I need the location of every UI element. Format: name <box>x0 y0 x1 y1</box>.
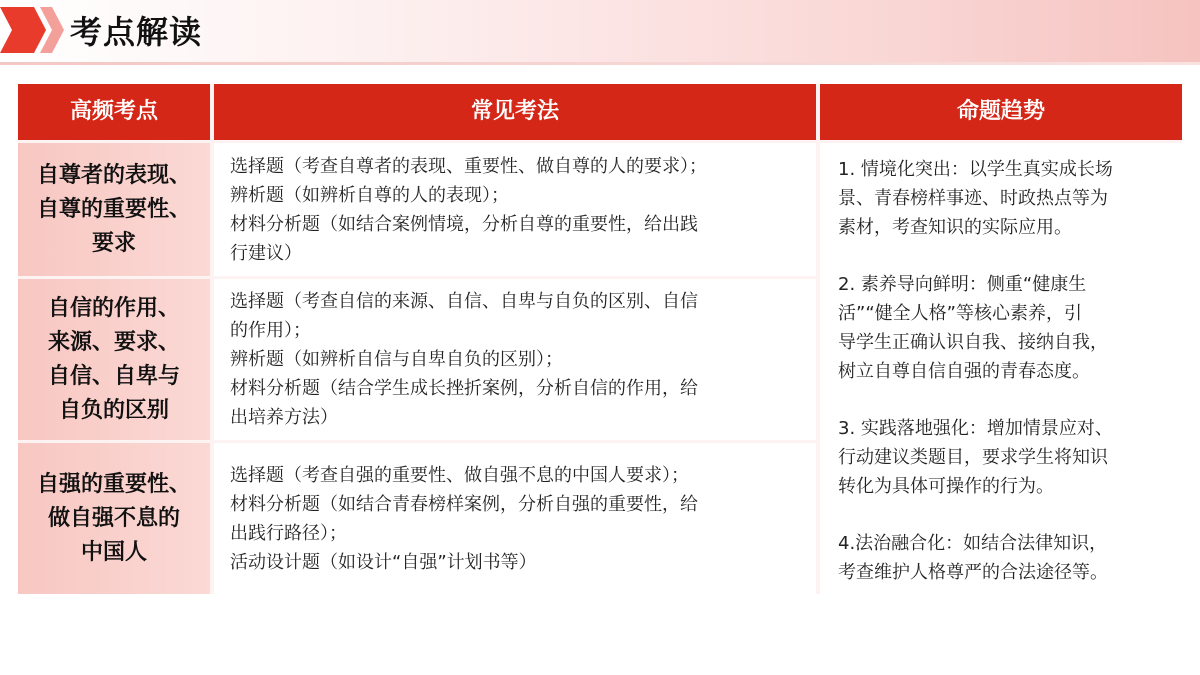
key-point-line: 自尊的重要性、 <box>36 196 191 222</box>
trend-line: 1. 情境化突出：以学生真实成长场 <box>838 159 1113 180</box>
key-point-line: 自强的重要性、 <box>36 471 191 497</box>
trend-line: 素材，考查知识的实际应用。 <box>838 217 1072 238</box>
method-line: 选择题（考查自尊者的表现、重要性、做自尊的人的要求）； <box>230 155 707 177</box>
key-point-line: 自信、自卑与 <box>47 363 180 389</box>
trend-line: 行动建议类题目，要求学生将知识 <box>838 447 1108 468</box>
chevron-decoration-icon <box>0 7 64 53</box>
trend-line: 树立自尊自信自强的青春态度。 <box>838 361 1090 382</box>
trend-line: 活”“健全人格”等核心素养，引 <box>838 303 1082 324</box>
method-line: 辨析题（如辨析自尊的人的表现）； <box>230 184 509 206</box>
trend-line: 考查维护人格尊严的合法途径等。 <box>838 562 1108 583</box>
method-line: 材料分析题（结合学生成长挫折案例，分析自信的作用，给 <box>230 378 698 399</box>
key-point-cell-3 <box>18 443 210 594</box>
method-line: 的作用）； <box>230 320 311 341</box>
key-point-cell-2 <box>18 279 210 440</box>
key-point-line: 自尊者的表现、 <box>36 162 191 188</box>
exam-points-table <box>18 84 1182 594</box>
header-divider <box>0 62 1200 65</box>
method-line: 材料分析题（如结合案例情境，分析自尊的重要性，给出践 <box>230 213 698 235</box>
trend-item-4 <box>838 529 1166 587</box>
method-line: 出培养方法） <box>230 407 338 428</box>
method-line: 辨析题（如辨析自信与自卑自负的区别）； <box>230 349 563 370</box>
method-line: 行建议） <box>230 242 302 264</box>
page-title: 考点解读 <box>70 13 203 51</box>
trend-line: 景、青春榜样事迹、时政热点等为 <box>838 188 1108 209</box>
method-cell-3 <box>214 443 816 594</box>
method-line: 材料分析题（如结合青春榜样案例，分析自强的重要性，给 <box>230 493 698 515</box>
key-point-line: 来源、要求、 <box>47 329 180 355</box>
column-header-trends: 命题趋势 <box>820 84 1182 140</box>
key-point-line: 自负的区别 <box>58 397 169 423</box>
trend-item-2 <box>838 270 1166 386</box>
key-point-line: 中国人 <box>80 539 147 565</box>
trend-item-1 <box>838 155 1166 242</box>
key-point-line: 要求 <box>91 230 136 256</box>
method-line: 活动设计题（如设计“自强”计划书等） <box>230 551 537 573</box>
trend-line: 导学生正确认识自我、接纳自我， <box>838 332 1108 353</box>
method-line: 出践行路径）； <box>230 522 347 544</box>
trends-cell <box>820 143 1182 594</box>
trend-line: 4.法治融合化：如结合法律知识， <box>838 533 1108 554</box>
method-cell-1 <box>214 143 816 276</box>
key-point-cell-1 <box>18 143 210 276</box>
column-header-common-methods: 常见考法 <box>214 84 816 140</box>
method-cell-2 <box>214 279 816 440</box>
key-point-line: 自信的作用、 <box>47 295 180 321</box>
method-line: 选择题（考查自强的重要性、做自强不息的中国人要求）； <box>230 464 689 486</box>
trend-line: 转化为具体可操作的行为。 <box>838 476 1054 497</box>
trend-item-3 <box>838 414 1166 501</box>
trend-line: 3. 实践落地强化：增加情景应对、 <box>838 418 1113 439</box>
key-point-line: 做自强不息的 <box>47 505 180 531</box>
column-header-key-points: 高频考点 <box>18 84 210 140</box>
trend-line: 2. 素养导向鲜明：侧重“健康生 <box>838 274 1087 295</box>
method-line: 选择题（考查自信的来源、自信、自卑与自负的区别、自信 <box>230 291 698 312</box>
